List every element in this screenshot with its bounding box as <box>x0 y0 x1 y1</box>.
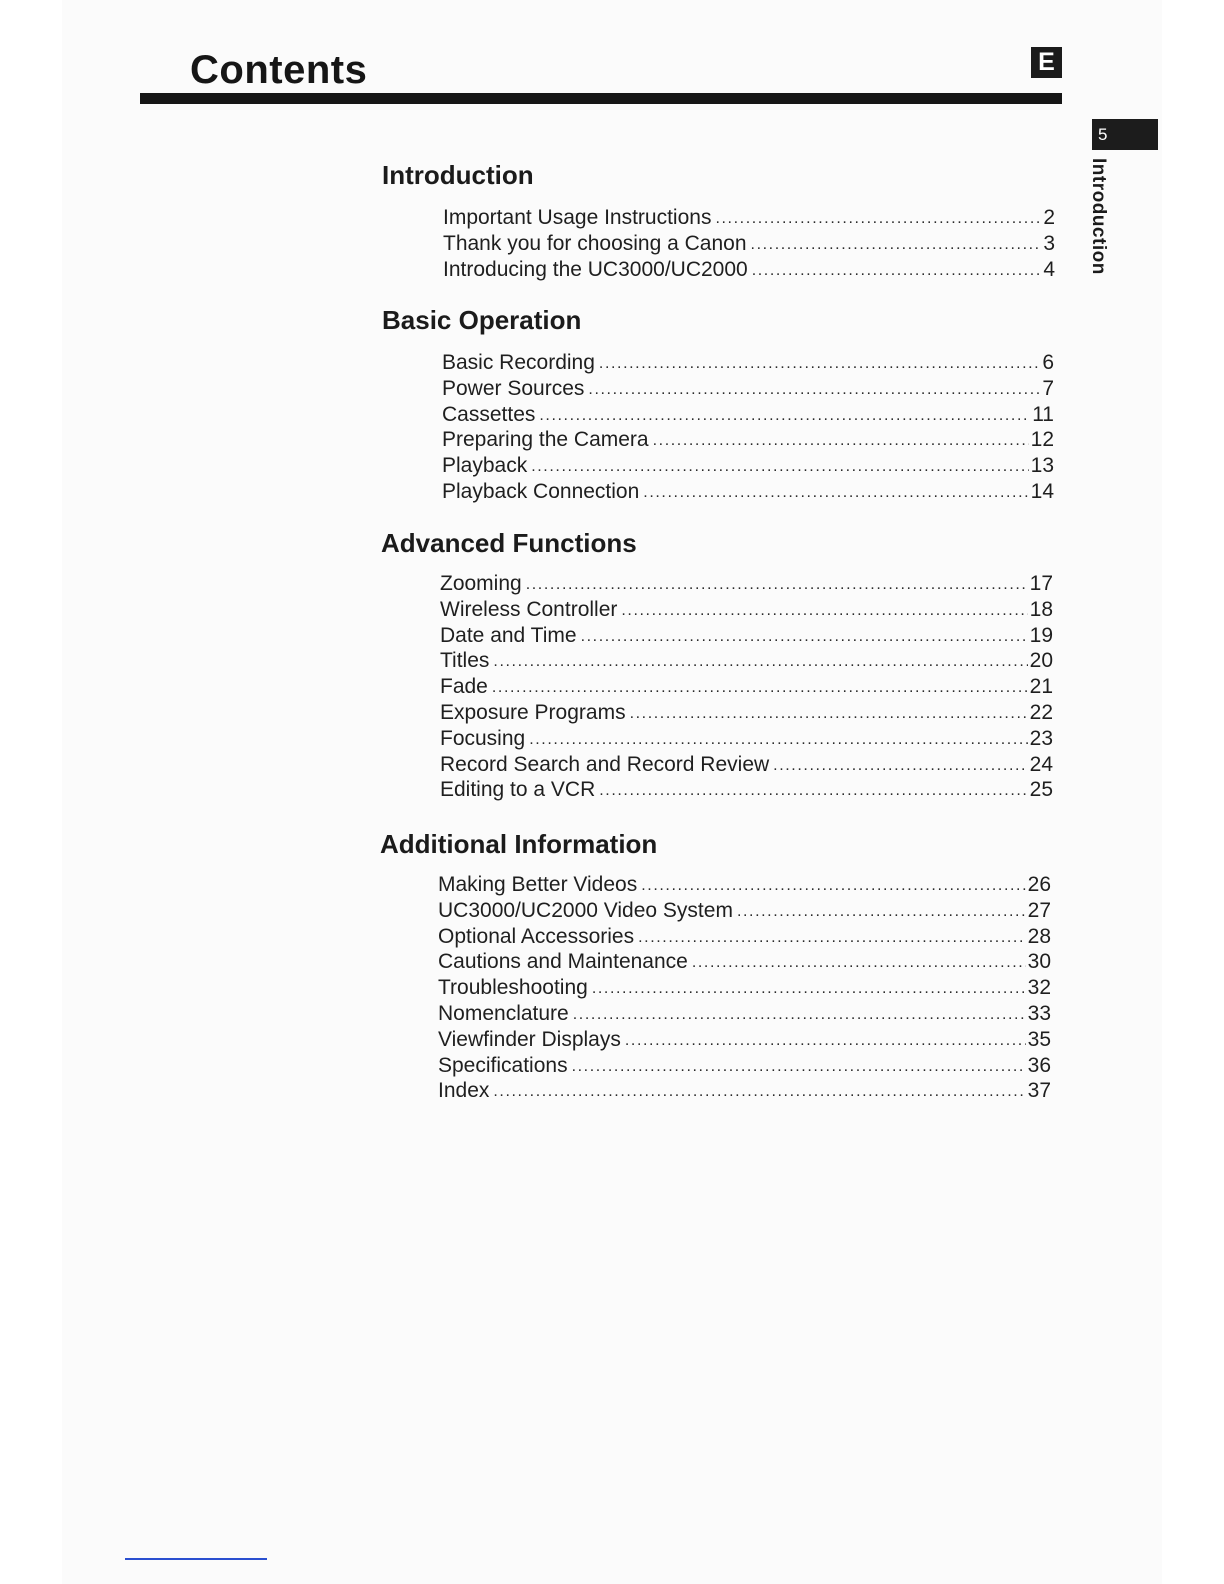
entry-list <box>440 571 1053 803</box>
dot-leader <box>751 230 1041 258</box>
entry-list <box>438 872 1051 1104</box>
entry-title: UC3000/UC2000 Video System <box>438 898 733 922</box>
entry-page: 19 <box>1029 623 1053 647</box>
entry-page: 35 <box>1027 1027 1051 1051</box>
dot-leader <box>493 647 1027 675</box>
entry-page: 33 <box>1027 1001 1051 1025</box>
entry-title: Playback <box>442 454 528 478</box>
page-number-tab: 5 <box>1092 119 1158 150</box>
footer-line <box>125 1558 267 1560</box>
dot-leader <box>641 871 1025 899</box>
toc-entry[interactable] <box>438 898 1051 924</box>
entry-page: 11 <box>1032 402 1054 426</box>
dot-leader <box>526 570 1028 598</box>
entry-title: Optional Accessories <box>438 924 635 948</box>
entry-title: Record Search and Record Review <box>440 752 770 776</box>
dot-leader <box>588 375 1040 403</box>
dot-leader <box>752 256 1041 284</box>
toc-entry[interactable] <box>443 231 1055 257</box>
entry-title: Cautions and Maintenance <box>438 950 688 974</box>
dot-leader <box>573 1000 1026 1028</box>
entry-title: Playback Connection <box>442 479 640 503</box>
entry-page: 20 <box>1029 649 1053 673</box>
toc-section-advanced-functions <box>381 527 1053 802</box>
dot-leader <box>599 776 1027 804</box>
dot-leader <box>625 1026 1026 1054</box>
entry-page: 2 <box>1043 206 1055 229</box>
dot-leader <box>539 401 1030 429</box>
toc-entry[interactable] <box>442 376 1054 402</box>
dot-leader <box>737 897 1026 925</box>
entry-page: 22 <box>1029 700 1053 724</box>
entry-title: Cassettes <box>442 402 536 426</box>
toc-entry[interactable] <box>438 975 1051 1001</box>
toc-entry[interactable] <box>440 597 1053 623</box>
dot-leader <box>492 673 1028 701</box>
entry-title: Titles <box>440 649 490 673</box>
entry-page: 3 <box>1043 231 1055 255</box>
entry-page: 30 <box>1027 950 1051 974</box>
dot-leader <box>581 622 1028 650</box>
entry-page: 23 <box>1029 726 1053 750</box>
toc-entry[interactable] <box>438 1078 1051 1104</box>
entry-title: Important Usage Instructions <box>443 206 712 229</box>
entry-title: Thank you for choosing a Canon <box>443 231 747 255</box>
toc-entry[interactable] <box>438 1027 1051 1053</box>
dot-leader <box>630 699 1028 727</box>
entry-title: Introducing the UC3000/UC2000 <box>443 257 748 281</box>
dot-leader <box>572 1052 1026 1080</box>
dot-leader <box>531 452 1028 480</box>
toc-entry[interactable] <box>438 872 1051 898</box>
toc-entry[interactable] <box>442 453 1054 479</box>
entry-title: Zooming <box>440 572 522 595</box>
entry-page: 27 <box>1027 898 1051 922</box>
entry-title: Focusing <box>440 726 526 750</box>
entry-page: 26 <box>1027 873 1051 896</box>
dot-leader <box>692 948 1026 976</box>
entry-title: Index <box>438 1079 490 1103</box>
entry-title: Viewfinder Displays <box>438 1027 621 1051</box>
toc-section-additional-information <box>380 828 1051 1103</box>
toc-entry[interactable] <box>440 623 1053 649</box>
section-side-label: Introduction <box>1088 158 1109 275</box>
entry-title: Preparing the Camera <box>442 428 649 452</box>
toc-entry[interactable] <box>440 752 1053 778</box>
toc-entry[interactable] <box>438 1001 1051 1027</box>
entry-page: 32 <box>1027 976 1051 1000</box>
entry-title: Making Better Videos <box>438 873 638 896</box>
entry-title: Basic Recording <box>442 351 595 374</box>
entry-title: Troubleshooting <box>438 976 588 1000</box>
entry-title: Power Sources <box>442 376 585 400</box>
dot-leader <box>493 1077 1025 1105</box>
entry-page: 7 <box>1042 376 1054 400</box>
toc-section-basic-operation <box>382 304 1054 503</box>
entry-title: Wireless Controller <box>440 597 618 621</box>
entry-title: Exposure Programs <box>440 700 626 724</box>
entry-page: 37 <box>1027 1079 1051 1103</box>
toc-entry[interactable] <box>443 205 1055 231</box>
entry-page: 17 <box>1029 572 1053 595</box>
dot-leader <box>529 725 1027 753</box>
entry-list <box>442 350 1054 505</box>
toc-entry[interactable] <box>440 726 1053 752</box>
entry-page: 4 <box>1043 257 1055 281</box>
toc-entry[interactable] <box>442 402 1054 428</box>
entry-page: 28 <box>1027 924 1051 948</box>
dot-leader <box>773 751 1027 779</box>
toc-entry[interactable] <box>440 777 1053 803</box>
entry-title: Nomenclature <box>438 1001 569 1025</box>
dot-leader <box>653 426 1029 454</box>
toc-entry[interactable] <box>440 648 1053 674</box>
toc-entry[interactable] <box>442 350 1054 376</box>
entry-title: Date and Time <box>440 623 577 647</box>
entry-page: 18 <box>1029 597 1053 621</box>
entry-page: 25 <box>1029 778 1053 802</box>
title-rule <box>140 93 1062 104</box>
toc-section-introduction <box>382 159 1055 281</box>
entry-page: 14 <box>1030 479 1054 503</box>
entry-page: 6 <box>1042 351 1054 374</box>
entry-list <box>443 205 1055 282</box>
toc-entry[interactable] <box>442 427 1054 453</box>
toc-entry[interactable] <box>440 700 1053 726</box>
toc-entry[interactable] <box>443 257 1055 283</box>
toc-entry[interactable] <box>438 1053 1051 1079</box>
toc-entry[interactable] <box>442 479 1054 505</box>
section-heading: Advanced Functions <box>381 528 637 558</box>
entry-page: 13 <box>1030 454 1054 478</box>
language-badge: E <box>1031 47 1062 78</box>
page-title: Contents <box>190 48 368 92</box>
entry-title: Fade <box>440 675 488 699</box>
entry-page: 21 <box>1029 675 1053 699</box>
toc-entry[interactable] <box>440 674 1053 700</box>
entry-page: 36 <box>1027 1053 1051 1077</box>
entry-page: 12 <box>1030 428 1054 452</box>
section-heading: Basic Operation <box>382 305 582 335</box>
section-heading: Additional Information <box>380 829 658 859</box>
dot-leader <box>715 204 1041 232</box>
entry-title: Specifications <box>438 1053 568 1077</box>
entry-title: Editing to a VCR <box>440 778 596 802</box>
dot-leader <box>638 923 1026 951</box>
toc-entry[interactable] <box>440 571 1053 597</box>
dot-leader <box>643 478 1028 506</box>
toc-entry[interactable] <box>438 924 1051 950</box>
dot-leader <box>592 974 1026 1002</box>
entry-page: 24 <box>1029 752 1053 776</box>
dot-leader <box>621 596 1027 624</box>
dot-leader <box>599 349 1040 377</box>
section-heading: Introduction <box>382 160 534 190</box>
toc-entry[interactable] <box>438 949 1051 975</box>
